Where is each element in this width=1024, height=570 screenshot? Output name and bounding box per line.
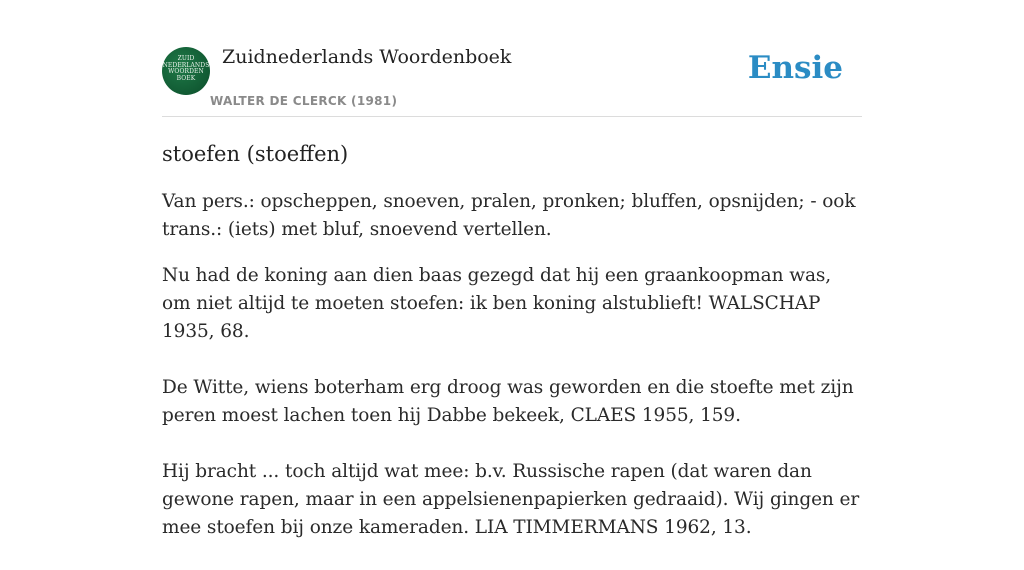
entry-definition: Van pers.: opscheppen, snoeven, pralen, pronken; bluffen, opsnijden; - ook trans.: (iets) met bluf, snoevend vertellen. xyxy=(162,191,856,240)
site-header xyxy=(162,46,862,117)
dictionary-title[interactable]: Zuidnederlands Woordenboek xyxy=(222,46,512,68)
dictionary-author: WALTER DE CLERCK (1981) xyxy=(210,94,398,108)
ensie-logo-link[interactable]: Ensie xyxy=(747,50,843,86)
entry-quote: De Witte, wiens boterham erg droog was geworden en die stoefte met zijn peren moest lachen toen hij Dabbe bekeek, CLAES 1955, 159. xyxy=(162,377,854,426)
entry-quote: Nu had de koning aan dien baas gezegd dat hij een graankoopman was, om niet altijd te moeten stoefen: ik ben koning alstublieft! WALSCHAP 1935, 68. xyxy=(162,265,832,342)
entry-quote: Hij bracht ... toch altijd wat mee: b.v. Russische rapen (dat waren dan gewone rapen, maar in een appelsienenpapierken gedraaid). Wij gingen er mee stoefen bij onze kameraden. LIA TIMMERMANS 1962, 13. xyxy=(162,461,860,538)
dictionary-logo[interactable] xyxy=(162,47,210,95)
logo-lettering: ZUID NEDERLANDS WOORDEN BOEK xyxy=(162,55,210,82)
entry-content xyxy=(162,138,862,570)
entry-headword: stoefen (stoeffen) xyxy=(162,142,349,166)
